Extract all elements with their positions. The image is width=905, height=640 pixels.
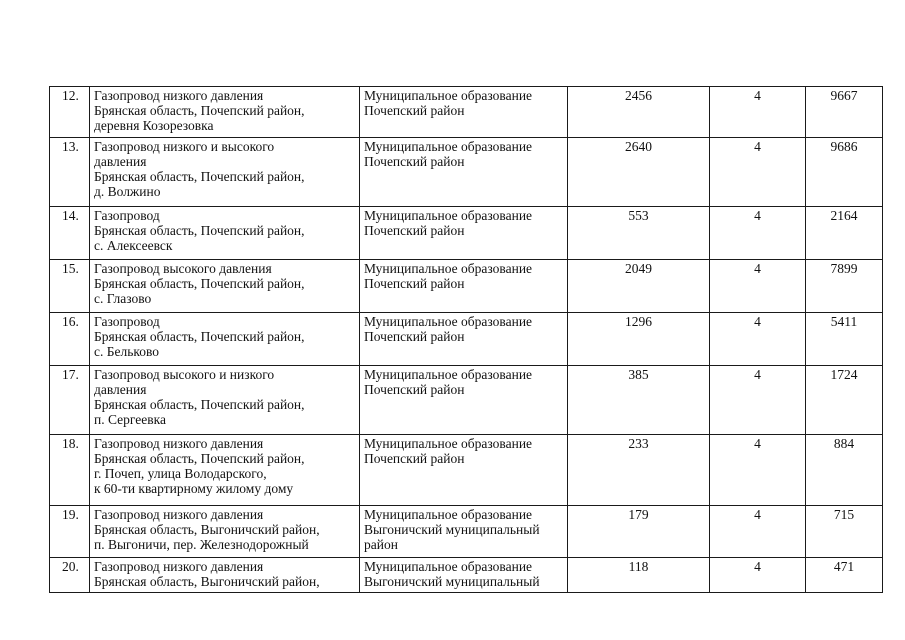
table-row (50, 138, 883, 207)
amount-value: 9667 (830, 88, 858, 103)
amount-value: 5411 (830, 314, 858, 329)
object-description-line: п. Выгоничи, пер. Железнодорожный (94, 537, 309, 552)
length-value: 2049 (625, 261, 652, 276)
length-cell (568, 207, 710, 260)
object-description-line: Газопровод высокого и низкого (94, 367, 275, 382)
owner-line: Муниципальное образование (364, 261, 533, 276)
object-description-line: п. Сергеевка (94, 412, 166, 427)
column-4-value: 4 (754, 314, 761, 329)
length-value: 233 (628, 436, 649, 451)
column-4-value: 4 (754, 261, 761, 276)
row-number-cell (50, 313, 90, 366)
owner-line: Почепский район (364, 103, 465, 118)
column-4-value: 4 (754, 367, 761, 382)
column-4-cell (710, 435, 806, 506)
owner-line: Муниципальное образование (364, 88, 533, 103)
owner-line: Почепский район (364, 223, 465, 238)
object-description-line: Газопровод низкого давления (94, 559, 264, 574)
object-description-line: г. Почеп, улица Володарского, (94, 466, 267, 481)
row-number-cell (50, 506, 90, 558)
column-4-cell (710, 138, 806, 207)
amount-value: 9686 (830, 139, 858, 154)
object-description-line: с. Алексеевск (94, 238, 173, 253)
amount-cell (806, 138, 883, 207)
object-description-cell (90, 435, 360, 506)
column-4-value: 4 (754, 436, 761, 451)
object-description-line: Газопровод низкого давления (94, 436, 264, 451)
gas-pipeline-table (49, 86, 883, 593)
object-description-cell (90, 260, 360, 313)
owner-line: Муниципальное образование (364, 367, 533, 382)
owner-cell (360, 366, 568, 435)
row-number: 17. (62, 367, 79, 382)
column-4-cell (710, 260, 806, 313)
row-number-cell (50, 87, 90, 138)
length-cell (568, 366, 710, 435)
length-value: 2456 (625, 88, 652, 103)
row-number-cell (50, 138, 90, 207)
row-number-cell (50, 435, 90, 506)
owner-line: Муниципальное образование (364, 208, 533, 223)
length-cell (568, 260, 710, 313)
column-4-value: 4 (754, 139, 761, 154)
column-4-value: 4 (754, 88, 761, 103)
column-4-cell (710, 366, 806, 435)
owner-cell (360, 87, 568, 138)
object-description-line: Брянская область, Почепский район, (94, 329, 305, 344)
length-cell (568, 87, 710, 138)
object-description-line: к 60-ти квартирному жилому дому (94, 481, 294, 496)
table-row (50, 366, 883, 435)
amount-value: 715 (833, 507, 855, 522)
amount-cell (806, 87, 883, 138)
table-row (50, 506, 883, 558)
owner-line: Почепский район (364, 329, 465, 344)
column-4-cell (710, 207, 806, 260)
table-row (50, 260, 883, 313)
length-cell (568, 138, 710, 207)
object-description-line: давления (94, 154, 147, 169)
row-number-cell (50, 366, 90, 435)
object-description-line: давления (94, 382, 147, 397)
owner-cell (360, 260, 568, 313)
object-description-line: с. Бельково (94, 344, 160, 359)
owner-line: Почепский район (364, 276, 465, 291)
object-description-line: д. Волжино (94, 184, 161, 199)
object-description-line: Брянская область, Выгоничский район, (94, 522, 320, 537)
row-number: 14. (62, 208, 79, 223)
amount-value: 7899 (830, 261, 858, 276)
row-number-cell (50, 260, 90, 313)
amount-cell (806, 558, 883, 593)
row-number: 12. (62, 88, 79, 103)
object-description-line: Газопровод низкого и высокого (94, 139, 275, 154)
object-description-cell (90, 506, 360, 558)
amount-value: 471 (833, 559, 855, 574)
owner-line: Почепский район (364, 382, 465, 397)
length-value: 118 (628, 559, 649, 574)
object-description-line: Газопровод (94, 208, 160, 223)
row-number: 15. (62, 261, 79, 276)
row-number: 16. (62, 314, 79, 329)
object-description-line: деревня Козорезовка (94, 118, 214, 133)
owner-line: Муниципальное образование (364, 507, 533, 522)
object-description-cell (90, 366, 360, 435)
table-row (50, 313, 883, 366)
owner-line: Муниципальное образование (364, 436, 533, 451)
owner-line: Выгоничский муниципальный (364, 522, 540, 537)
table-row (50, 207, 883, 260)
owner-line: Почепский район (364, 451, 465, 466)
length-cell (568, 313, 710, 366)
length-value: 1296 (625, 314, 652, 329)
table-row (50, 558, 883, 593)
object-description-line: Брянская область, Почепский район, (94, 223, 305, 238)
owner-cell (360, 558, 568, 593)
object-description-line: Брянская область, Почепский район, (94, 451, 305, 466)
row-number: 19. (62, 507, 79, 522)
object-description-cell (90, 207, 360, 260)
amount-cell (806, 207, 883, 260)
column-4-cell (710, 506, 806, 558)
row-number: 18. (62, 436, 79, 451)
owner-cell (360, 435, 568, 506)
length-value: 553 (628, 208, 649, 223)
owner-line: Муниципальное образование (364, 559, 533, 574)
amount-value: 884 (833, 436, 855, 451)
object-description-cell (90, 313, 360, 366)
object-description-cell (90, 138, 360, 207)
length-value: 385 (628, 367, 649, 382)
length-cell (568, 558, 710, 593)
row-number: 20. (62, 559, 79, 574)
owner-cell (360, 207, 568, 260)
amount-cell (806, 435, 883, 506)
object-description-cell (90, 558, 360, 593)
object-description-line: Брянская область, Почепский район, (94, 169, 305, 184)
object-description-line: Брянская область, Выгоничский район, (94, 574, 320, 589)
column-4-value: 4 (754, 507, 761, 522)
owner-line: район (364, 537, 398, 552)
amount-value: 2164 (830, 208, 858, 223)
amount-cell (806, 506, 883, 558)
amount-cell (806, 366, 883, 435)
object-description-line: Брянская область, Почепский район, (94, 103, 305, 118)
row-number: 13. (62, 139, 79, 154)
amount-cell (806, 260, 883, 313)
table-row (50, 435, 883, 506)
column-4-cell (710, 87, 806, 138)
table-row (50, 87, 883, 138)
length-cell (568, 506, 710, 558)
owner-line: Муниципальное образование (364, 314, 533, 329)
object-description-line: Газопровод высокого давления (94, 261, 272, 276)
length-value: 2640 (625, 139, 652, 154)
object-description-cell (90, 87, 360, 138)
column-4-cell (710, 558, 806, 593)
amount-value: 1724 (830, 367, 858, 382)
length-value: 179 (628, 507, 649, 522)
owner-cell (360, 138, 568, 207)
length-cell (568, 435, 710, 506)
amount-cell (806, 313, 883, 366)
column-4-cell (710, 313, 806, 366)
column-4-value: 4 (754, 208, 761, 223)
column-4-value: 4 (754, 559, 761, 574)
object-description-line: Брянская область, Почепский район, (94, 397, 305, 412)
object-description-line: Газопровод низкого давления (94, 88, 264, 103)
owner-cell (360, 313, 568, 366)
owner-line: Выгоничский муниципальный (364, 574, 540, 589)
object-description-line: Газопровод низкого давления (94, 507, 264, 522)
object-description-line: с. Глазово (94, 291, 152, 306)
row-number-cell (50, 558, 90, 593)
object-description-line: Газопровод (94, 314, 160, 329)
owner-line: Почепский район (364, 154, 465, 169)
owner-cell (360, 506, 568, 558)
row-number-cell (50, 207, 90, 260)
object-description-line: Брянская область, Почепский район, (94, 276, 305, 291)
owner-line: Муниципальное образование (364, 139, 533, 154)
table-body (50, 87, 883, 593)
